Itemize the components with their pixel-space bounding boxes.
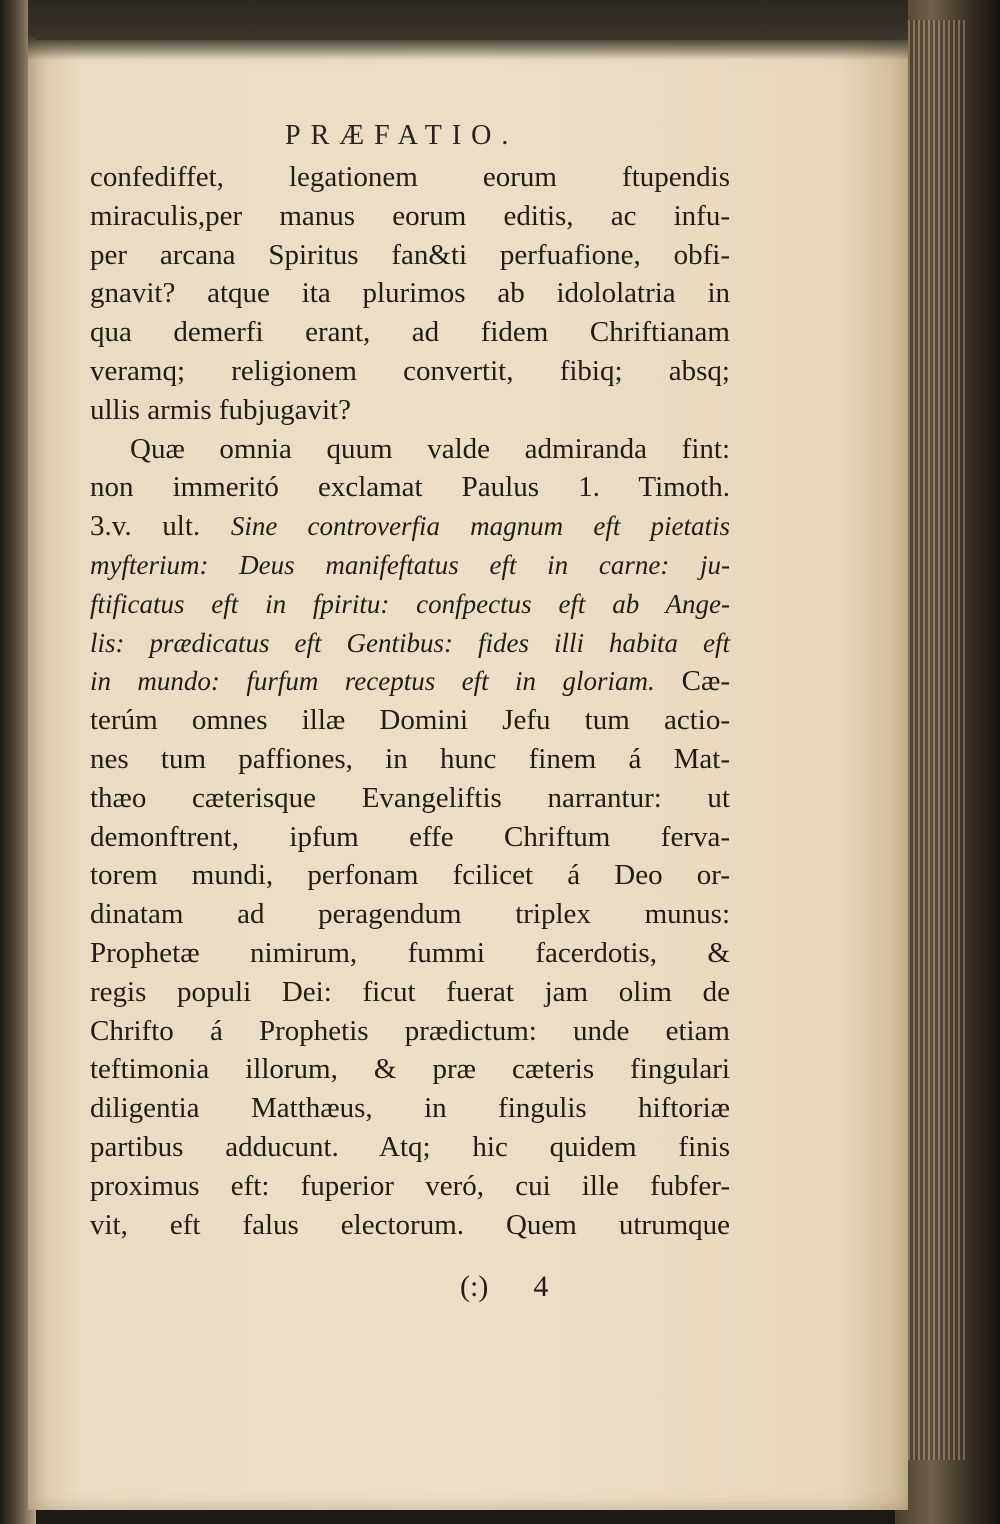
text-line: Prophetæ nimirum, fummi facerdotis, &: [90, 936, 730, 969]
text-line: Chrifto á Prophetis prædictum: unde etiam: [90, 1014, 730, 1047]
text-line: confediffet, legationem eorum ftupendis: [90, 161, 730, 193]
text-line: qua demerfi erant, ad fidem Chriftianam: [90, 316, 730, 349]
text-line-mixed: [90, 662, 730, 701]
verse-reference: 3.v. ult.: [90, 510, 231, 543]
text-line: non immeritó exclamat Paulus 1. Timoth.: [90, 471, 730, 504]
text-line: veramq; religionem convertit, fibiq; absq;: [90, 354, 730, 387]
text-line: gnavit? atque ita plurimos ab idololatria in: [90, 277, 730, 310]
text-line: miraculis,per manus eorum editis, ac infu-: [90, 199, 730, 232]
text-line: demonftrent, ipfum effe Chriftum ferva-: [90, 820, 730, 853]
text-line: torem mundi, perfonam fcilicet á Deo or-: [90, 859, 730, 892]
text-line: nes tum paffiones, in hunc finem á Mat-: [90, 742, 730, 775]
running-header: PRÆFATIO.: [285, 120, 519, 151]
body-text: [90, 158, 730, 1244]
text-line: diligentia Matthæus, in fingulis hiftoriæ: [90, 1092, 730, 1125]
scripture-quote: in mundo: furfum receptus eft in gloriam.: [90, 666, 655, 697]
text-line: ullis armis fubjugavit?: [90, 393, 351, 426]
text-line: dinatam ad peragendum triplex munus:: [90, 898, 730, 931]
scripture-quote: Sine controverfia magnum eft pietatis: [230, 511, 730, 542]
text-line: Quæ omnia quum valde admiranda fint:: [130, 432, 730, 465]
signature-number: 4: [533, 1270, 549, 1303]
text-line: proximus eft: fuperior veró, cui ille fubfer-: [90, 1169, 730, 1202]
text-line: terúm omnes illæ Domini Jefu tum actio-: [90, 704, 730, 737]
text-line: per arcana Spiritus fan&ti perfuafione, obfi-: [90, 238, 730, 271]
scripture-quote-line: myfterium: Deus manifeftatus eft in carne: ju-: [90, 549, 730, 580]
text-line: regis populi Dei: ficut fuerat jam olim de: [90, 975, 730, 1008]
signature-mark: (:): [460, 1270, 489, 1303]
text-continuation: Cæ-: [654, 665, 730, 698]
page-stack: [898, 20, 968, 1460]
scripture-quote-line: ftificatus eft in fpiritu: confpectus eft ab Ange-: [90, 588, 730, 619]
page-footer: [460, 1270, 620, 1310]
top-shadow: [28, 0, 908, 60]
text-line: teftimonia illorum, & præ cæteris fingulari: [90, 1053, 730, 1086]
scripture-quote-line: lis: prædicatus eft Gentibus: fides illi habita eft: [90, 627, 730, 658]
text-line: partibus adducunt. Atq; hic quidem finis: [90, 1130, 730, 1163]
text-line-mixed: [90, 507, 730, 546]
text-line: thæo cæterisque Evangeliftis narrantur: ut: [90, 781, 730, 814]
text-line: vit, eft falus electorum. Quem utrumque: [90, 1208, 730, 1241]
